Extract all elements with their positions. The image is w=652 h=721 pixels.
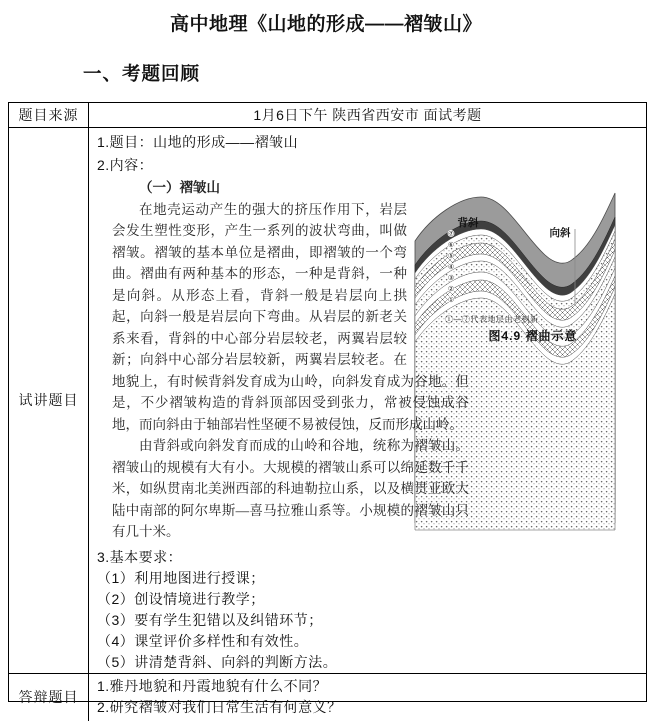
stratum-number-4: ④: [447, 264, 455, 271]
excerpt-paragraph-2: 由背斜或向斜发育而成的山岭和谷地，统称为褶皱山。褶皱山的规模有大有小。大规模的褶皱山系可以绵延数千千米，如纵贯南北美洲西部的科迪勒拉山系，以及横贯亚欧大陆中南部的阿尔卑斯—喜马拉雅山系等。小规模的褶皱山只有几十米。: [112, 438, 469, 539]
defense-row-label: 答辩题目: [9, 674, 89, 721]
requirement-item: （4）课堂评价多样性和有效性。: [97, 632, 309, 649]
requirement-item: （2）创设情境进行教学；: [97, 590, 265, 607]
textbook-excerpt: [112, 177, 578, 543]
defense-row-content: [89, 674, 646, 721]
stratum-number-7: ⑦: [447, 231, 455, 238]
lecture-topic-line: 1.题目：山地的形成——褶皱山: [97, 134, 299, 150]
anticline-label: 背斜: [457, 218, 479, 229]
fold-diagram: [415, 189, 615, 307]
requirements-heading: 3.基本要求：: [97, 548, 183, 565]
basic-requirements: [97, 547, 640, 673]
excerpt-paragraph-1: 在地壳运动产生的强大的挤压作用下，岩层会发生塑性变形，产生一系列的波状弯曲，叫做褶皱。褶皱的基本单位是褶曲，即褶皱的一个弯曲。褶曲有两种基本的形态，一种是背斜，一种是向斜。从形态上看，背斜一般是岩层向上拱起，向斜一般是岩层向下弯曲。从岩层的新老关系来看，背斜的中心部分岩层较老，两翼岩层较新；向斜中心部分岩层较新，两翼岩层较老。在地貌上，有时候背斜发育成为山岭，向斜发育成为谷地。但是，不少褶皱构造的背斜顶部因受到张力，常被侵蚀成谷地，而向斜由于轴部岩性坚硬不易被侵蚀，反而形成山岭。: [112, 201, 469, 432]
source-row-value: 1月6日下午 陕西省西安市 面试考题: [89, 103, 646, 128]
lecture-row-content: [89, 128, 646, 674]
stratum-number-2: ②: [447, 286, 455, 293]
stratum-number-5: ⑤: [447, 253, 455, 260]
stratum-number-1: ①: [447, 297, 455, 304]
stratum-number-3: ③: [447, 275, 455, 282]
fold-figure: [415, 189, 615, 346]
syncline-label: 向斜: [549, 228, 571, 239]
figure-caption: 图4.9 褶曲示意: [488, 328, 578, 343]
stratum-number-6: ⑥: [447, 242, 455, 249]
requirement-item: （3）要有学生犯错以及纠错环节；: [97, 611, 323, 628]
source-row-label: 题目来源: [9, 103, 89, 128]
requirement-item: （5）讲清楚背斜、向斜的判断方法。: [97, 653, 338, 670]
defense-question: 1.雅丹地貌和丹霞地貌有什么不同？: [97, 677, 328, 694]
defense-question: 2.研究褶皱对我们日常生活有何意义？: [97, 698, 342, 715]
document-title: 高中地理《山地的形成——褶皱山》: [169, 14, 482, 35]
figure-strata-note: ①—⑦代表地层由老到新: [445, 314, 539, 324]
lecture-content-line: 2.内容：: [97, 157, 154, 173]
excerpt-heading: （一）褶皱山: [139, 180, 220, 195]
lecture-row-label: 试讲题目: [9, 128, 89, 674]
strata-number-column: [448, 230, 454, 304]
section-heading: 一、考题回顾: [83, 63, 201, 84]
exam-info-table: [8, 102, 647, 715]
requirement-item: （1）利用地图进行授课；: [97, 569, 265, 586]
